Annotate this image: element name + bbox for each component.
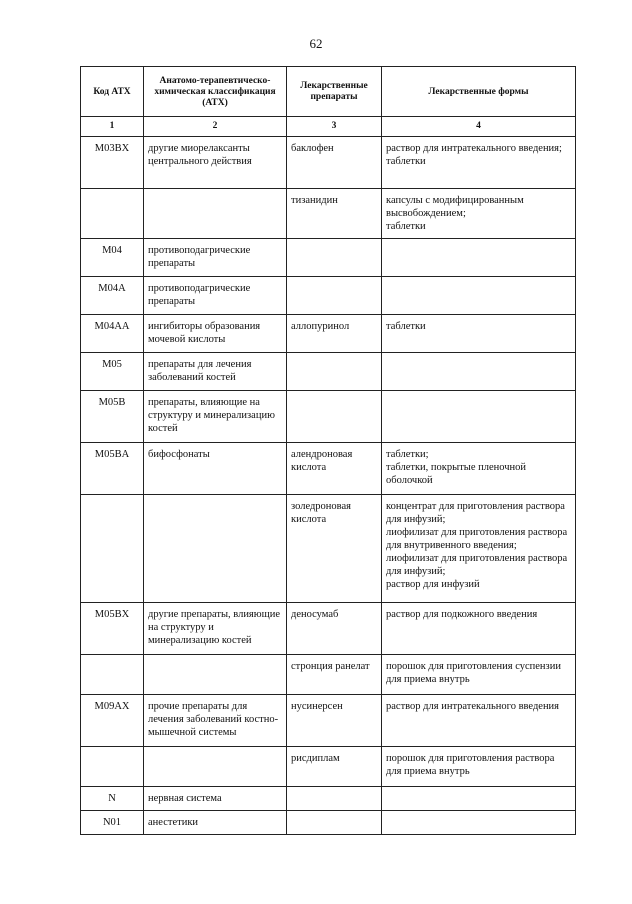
atc-class-cell: противоподагрические препараты (144, 239, 287, 277)
table-row (81, 315, 576, 353)
atc-class-cell: другие миорелаксанты центрального действия (144, 137, 287, 189)
drug-cell (287, 277, 382, 315)
dosage-forms-cell: порошок для приготовления суспензии для приема внутрь (382, 655, 576, 695)
drug-cell: алендроновая кислота (287, 443, 382, 495)
column-number: 4 (382, 117, 576, 137)
dosage-forms-cell: раствор для интратекального введения (382, 695, 576, 747)
header-atc-code: Код АТХ (81, 67, 144, 117)
drug-cell: стронция ранелат (287, 655, 382, 695)
dosage-forms-cell (382, 811, 576, 835)
table-row (81, 391, 576, 443)
column-number: 1 (81, 117, 144, 137)
table-row (81, 239, 576, 277)
dosage-forms-cell: таблетки (382, 315, 576, 353)
drug-cell: аллопуринол (287, 315, 382, 353)
atc-code-cell: N (81, 787, 144, 811)
atc-code-cell: M03BX (81, 137, 144, 189)
atc-code-cell: M04A (81, 277, 144, 315)
table-row (81, 353, 576, 391)
dosage-forms-cell: концентрат для приготовления раствора для инфузий; лиофилизат для приготовления раствора для внутривенного введения; лиофилизат для приготовления раствора для инфузий; раствор для инфузий (382, 495, 576, 603)
atc-class-cell: препараты, влияющие на структуру и минерализацию костей (144, 391, 287, 443)
header-drugs: Лекарственные препараты (287, 67, 382, 117)
drug-cell: нусинерсен (287, 695, 382, 747)
atc-class-cell: прочие препараты для лечения заболеваний костно-мышечной системы (144, 695, 287, 747)
header-dosage-forms: Лекарственные формы (382, 67, 576, 117)
atc-code-cell: M05BA (81, 443, 144, 495)
atc-code-cell: M09AX (81, 695, 144, 747)
atc-code-cell (81, 189, 144, 239)
drug-cell: деносумаб (287, 603, 382, 655)
atc-class-cell: бифосфонаты (144, 443, 287, 495)
atc-drug-table (80, 66, 576, 835)
atc-class-cell (144, 189, 287, 239)
table-header-row (81, 67, 576, 117)
drug-cell: тизанидин (287, 189, 382, 239)
column-number: 2 (144, 117, 287, 137)
dosage-forms-cell: раствор для подкожного введения (382, 603, 576, 655)
atc-class-cell (144, 655, 287, 695)
atc-class-cell: анестетики (144, 811, 287, 835)
table-row (81, 747, 576, 787)
drug-cell (287, 391, 382, 443)
atc-class-cell: препараты для лечения заболеваний костей (144, 353, 287, 391)
dosage-forms-cell: таблетки; таблетки, покрытые пленочной оболочкой (382, 443, 576, 495)
drug-cell (287, 239, 382, 277)
table-row (81, 137, 576, 189)
table-row (81, 811, 576, 835)
dosage-forms-cell: раствор для интратекального введения; таблетки (382, 137, 576, 189)
table-row (81, 655, 576, 695)
atc-code-cell (81, 747, 144, 787)
table-row (81, 277, 576, 315)
table-row (81, 495, 576, 603)
atc-class-cell: другие препараты, влияющие на структуру и минерализацию костей (144, 603, 287, 655)
dosage-forms-cell (382, 787, 576, 811)
atc-class-cell: противоподагрические препараты (144, 277, 287, 315)
drug-cell: золедроновая кислота (287, 495, 382, 603)
table-row (81, 443, 576, 495)
atc-code-cell: M04AA (81, 315, 144, 353)
atc-code-cell: M05 (81, 353, 144, 391)
dosage-forms-cell: капсулы с модифицированным высвобождением; таблетки (382, 189, 576, 239)
table-row (81, 787, 576, 811)
page-number: 62 (309, 36, 323, 51)
atc-code-cell: N01 (81, 811, 144, 835)
atc-class-cell (144, 495, 287, 603)
atc-code-cell (81, 495, 144, 603)
dosage-forms-cell: порошок для приготовления раствора для приема внутрь (382, 747, 576, 787)
atc-code-cell: M05BX (81, 603, 144, 655)
column-number-row (81, 117, 576, 137)
dosage-forms-cell (382, 353, 576, 391)
dosage-forms-cell (382, 239, 576, 277)
header-atc-classification: Анатомо-терапевтическо-химическая классификация (АТХ) (144, 67, 287, 117)
atc-class-cell (144, 747, 287, 787)
column-number: 3 (287, 117, 382, 137)
drug-cell (287, 811, 382, 835)
table-row (81, 189, 576, 239)
atc-code-cell: M05B (81, 391, 144, 443)
atc-code-cell (81, 655, 144, 695)
atc-class-cell: нервная система (144, 787, 287, 811)
drug-cell (287, 787, 382, 811)
drug-cell (287, 353, 382, 391)
atc-code-cell: M04 (81, 239, 144, 277)
atc-class-cell: ингибиторы образования мочевой кислоты (144, 315, 287, 353)
dosage-forms-cell (382, 277, 576, 315)
table-row (81, 695, 576, 747)
drug-cell: рисдиплам (287, 747, 382, 787)
table-row (81, 603, 576, 655)
drug-cell: баклофен (287, 137, 382, 189)
dosage-forms-cell (382, 391, 576, 443)
